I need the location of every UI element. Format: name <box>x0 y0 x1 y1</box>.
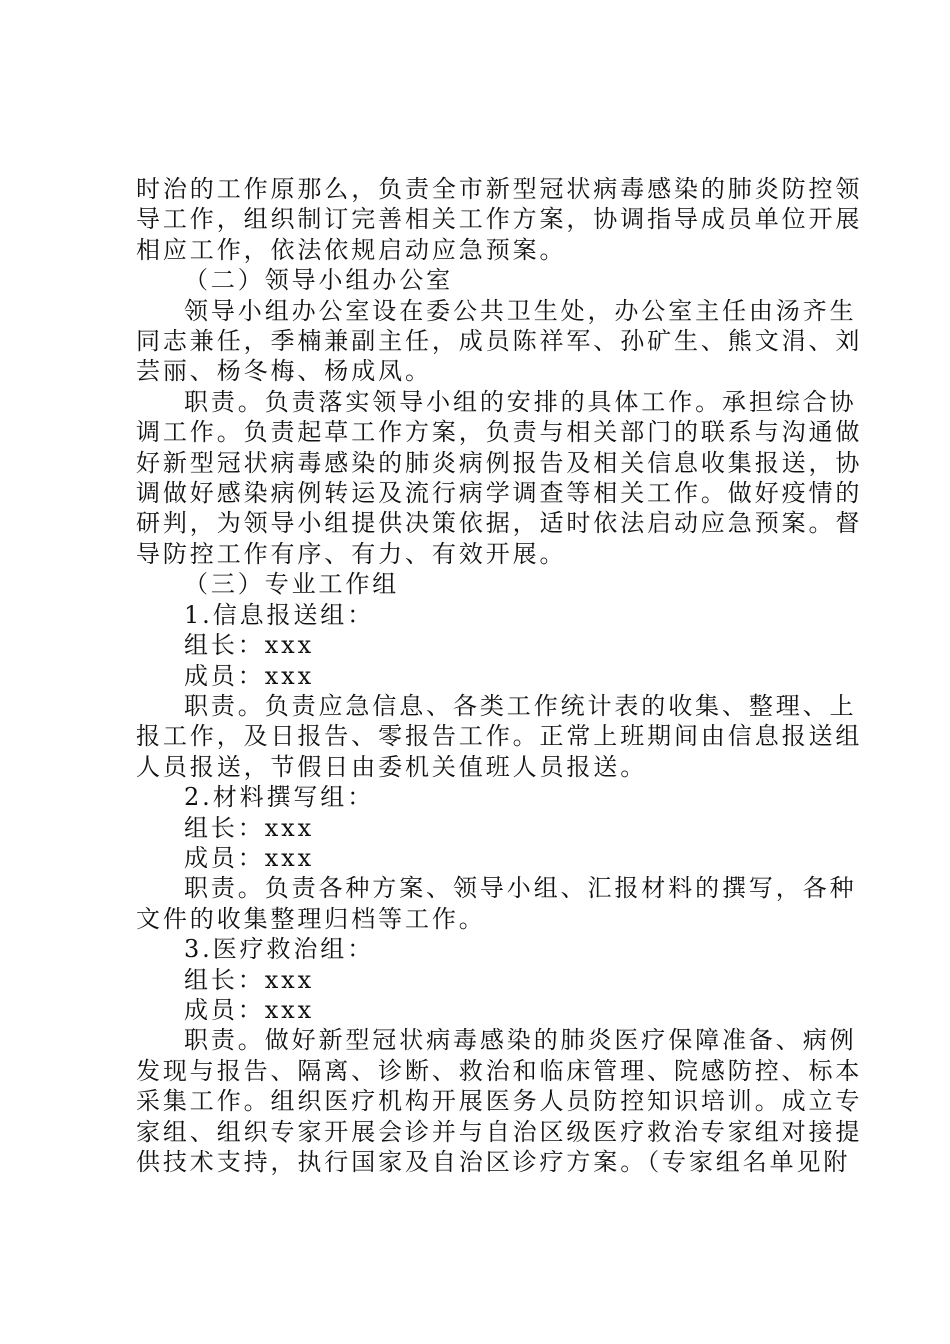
text-line: 成员：xxx <box>184 995 315 1024</box>
text-line: 时治的工作原那么，负责全市新型冠状病毒感染的肺炎防控领 <box>136 175 863 203</box>
text-line: 采集工作。组织医疗机构开展医务人员防控知识培训。成立专 <box>136 1087 863 1116</box>
text-line: 职责。负责各种方案、领导小组、汇报材料的撰写，各种 <box>184 874 857 903</box>
text-line: 调工作。负责起草工作方案，负责与相关部门的联系与沟通做 <box>136 418 863 447</box>
group-duty-info-reporting <box>136 691 863 782</box>
text-line: 组长：xxx <box>184 631 315 660</box>
paragraph-office-members <box>136 296 863 387</box>
text-line: 职责。负责落实领导小组的安排的具体工作。承担综合协 <box>184 387 857 416</box>
text-line: 人员报送，节假日由委机关值班人员报送。 <box>136 752 648 781</box>
group-title-info-reporting <box>136 600 816 630</box>
text-line: 发现与报告、隔离、诊断、救治和临床管理、院感防控、标本 <box>136 1056 863 1085</box>
group-title-medical <box>136 934 816 964</box>
document-page <box>136 174 863 1177</box>
text-line: 职责。做好新型冠状病毒感染的肺炎医疗保障准备、病例 <box>184 1026 857 1055</box>
section-heading-office <box>136 265 816 295</box>
paragraph-office-duties <box>136 387 863 569</box>
text-line: 导防控工作有序、有力、有效开展。 <box>136 539 567 568</box>
text-line: 成员：xxx <box>184 843 315 872</box>
text-line: 职责。负责应急信息、各类工作统计表的收集、整理、上 <box>184 691 857 720</box>
text-line: 好新型冠状病毒感染的肺炎病例报告及相关信息收集报送，协 <box>136 448 863 477</box>
text-line: 同志兼任，季楠兼副主任，成员陈祥军、孙矿生、熊文涓、刘 <box>136 327 863 356</box>
text-line: （三）专业工作组 <box>184 570 400 599</box>
text-line: （二）领导小组办公室 <box>184 266 453 295</box>
text-line: 家组、组织专家开展会诊并与自治区级医疗救治专家组对接提 <box>136 1117 863 1146</box>
text-line: 组长：xxx <box>184 813 315 842</box>
text-line: 组长：xxx <box>184 965 315 994</box>
text-line: 2.材料撰写组： <box>184 783 375 812</box>
text-line: 导工作，组织制订完善相关工作方案，协调指导成员单位开展 <box>136 205 863 234</box>
text-line: 成员：xxx <box>184 661 315 690</box>
group-members-info-reporting <box>136 661 816 691</box>
text-line: 文件的收集整理归档等工作。 <box>136 904 486 933</box>
group-members-medical <box>136 995 816 1025</box>
group-duty-medical <box>136 1025 863 1177</box>
group-leader-writing <box>136 813 816 843</box>
text-line: 相应工作，依法依规启动应急预案。 <box>136 235 567 264</box>
text-line: 领导小组办公室设在委公共卫生处，办公室主任由汤齐生 <box>184 296 857 325</box>
section-heading-working-groups <box>136 569 816 599</box>
group-leader-medical <box>136 965 816 995</box>
text-line: 研判，为领导小组提供决策依据，适时依法启动应急预案。督 <box>136 509 863 538</box>
text-line: 报工作，及日报告、零报告工作。正常上班期间由信息报送组 <box>136 722 863 751</box>
text-line: 调做好感染病例转运及流行病学调查等相关工作。做好疫情的 <box>136 479 863 508</box>
group-title-writing <box>136 782 816 812</box>
group-leader-info-reporting <box>136 630 816 660</box>
text-line: 芸丽、杨冬梅、杨成凤。 <box>136 357 432 386</box>
paragraph-leadership-duties <box>136 174 863 265</box>
group-members-writing <box>136 843 816 873</box>
group-duty-writing <box>136 873 857 934</box>
text-line: 3.医疗救治组： <box>184 935 375 964</box>
text-line: 供技术支持，执行国家及自治区诊疗方案。（专家组名单见附 <box>136 1148 851 1176</box>
text-line: 1.信息报送组： <box>184 600 375 629</box>
